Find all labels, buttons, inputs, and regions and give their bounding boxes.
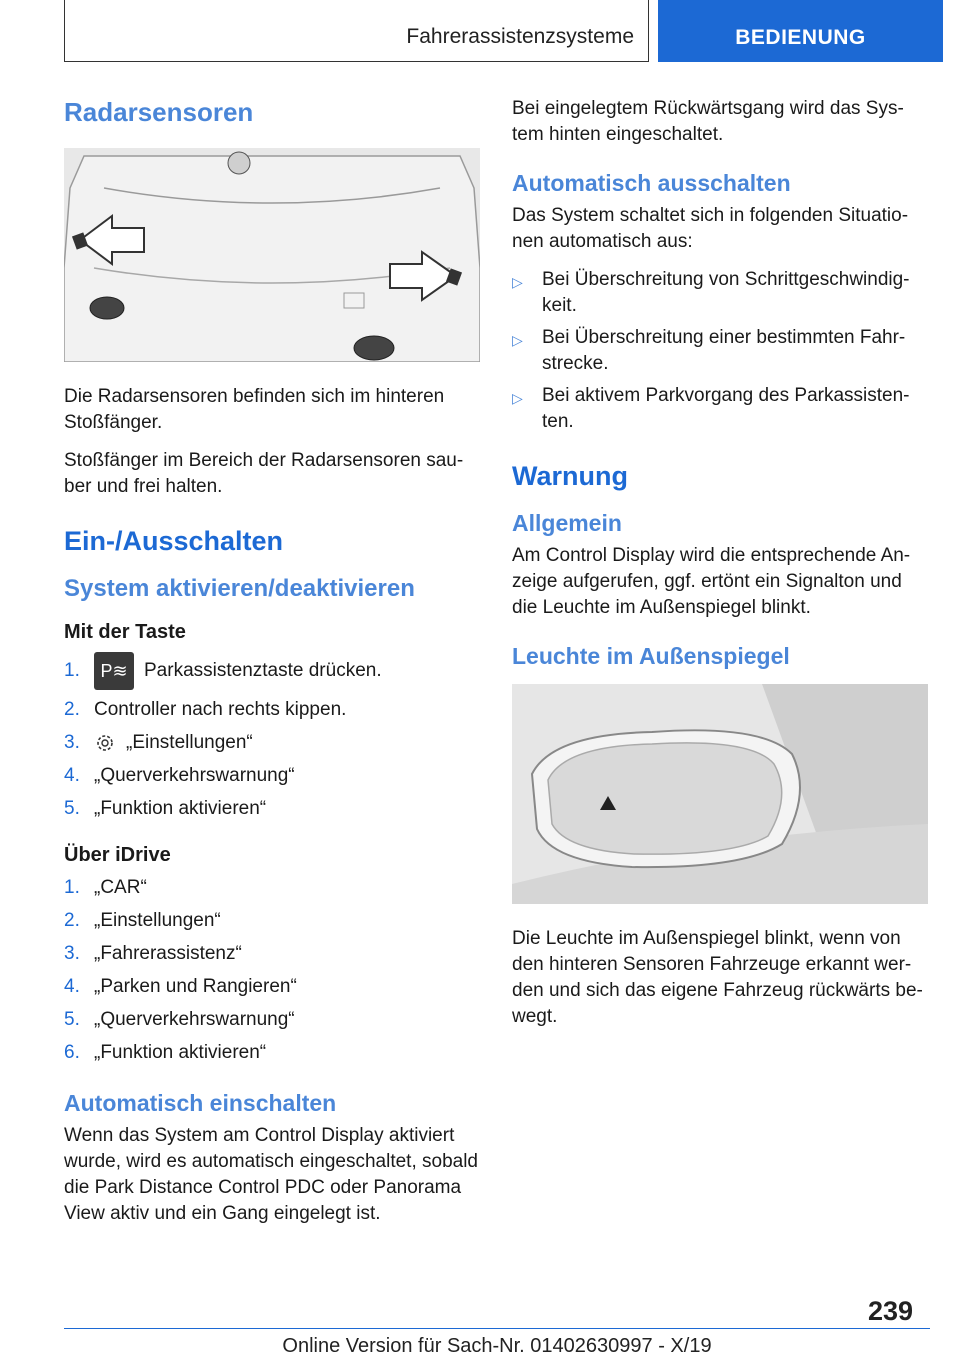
general-paragraph: Am Control Display wird die entsprechende An‐zeige aufgerufen, ggf. ertönt ein Signalton und die Leuchte im Außenspiegel blinkt. — [512, 545, 911, 618]
rear-bumper-illustration — [64, 148, 480, 362]
step-text: „Einstellungen“ — [126, 731, 253, 753]
step-number: 4. — [64, 975, 80, 997]
step-number: 4. — [64, 764, 80, 786]
general-title: Allgemein — [512, 510, 622, 536]
step-number: 1. — [64, 876, 80, 898]
step-number: 5. — [64, 797, 80, 819]
button-step — [64, 763, 482, 789]
auto-on-title: Automatisch einschalten — [64, 1089, 337, 1116]
button-step — [64, 652, 482, 690]
step-text: „Funktion aktivieren“ — [94, 797, 267, 819]
footer-text: Online Version für Sach-Nr. 01402630997 - X/19 — [282, 1335, 712, 1357]
warning-title: Warnung — [512, 461, 628, 491]
button-step — [64, 796, 482, 822]
step-number: 6. — [64, 1041, 80, 1063]
list-item — [512, 267, 930, 319]
step-text: „Einstellungen“ — [94, 909, 221, 931]
list-item-text: Bei aktivem Parkvorgang des Parkassisten‐ten. — [542, 385, 910, 432]
mirror-title: Leuchte im Außenspiegel — [512, 643, 790, 669]
auto-off-paragraph: Das System schaltet sich in folgenden Situatio‐nen automatisch aus: — [512, 205, 909, 252]
reverse-paragraph: Bei eingelegtem Rückwärtsgang wird das Sys‐tem hinten eingeschaltet. — [512, 98, 904, 145]
header-badge-label: BEDIENUNG — [735, 26, 866, 49]
button-step — [64, 730, 482, 756]
step-number: 5. — [64, 1008, 80, 1030]
rear-bumper-figure — [64, 148, 480, 362]
step-number: 2. — [64, 909, 80, 931]
step-text: „Funktion aktivieren“ — [94, 1041, 267, 1063]
footer — [64, 1328, 930, 1369]
step-text: „Querverkehrswarnung“ — [94, 1008, 295, 1030]
triangle-bullet-icon: ▷ — [512, 274, 523, 290]
idrive-step — [64, 875, 482, 901]
left-column — [64, 96, 482, 1239]
idrive-step — [64, 1040, 482, 1066]
radar-title: Radarsensoren — [64, 97, 254, 127]
side-mirror-figure — [512, 684, 928, 904]
step-text: „CAR“ — [94, 876, 147, 898]
step-number: 3. — [64, 731, 80, 753]
list-item-text: Bei Überschreitung von Schrittgeschwindig‐keit. — [542, 269, 910, 316]
idrive-step — [64, 908, 482, 934]
list-item — [512, 325, 930, 377]
mirror-paragraph: Die Leuchte im Außenspiegel blinkt, wenn von den hinteren Sensoren Fahrzeuge erkannt wer‐den und sich das eigene Fahrzeug rückwärts be‐wegt. — [512, 928, 923, 1027]
list-item — [512, 383, 930, 435]
right-column — [512, 96, 930, 1042]
step-number: 3. — [64, 942, 80, 964]
header-section-label: Fahrerassistenzsysteme — [406, 25, 634, 48]
triangle-bullet-icon: ▷ — [512, 332, 523, 348]
gear-icon — [94, 732, 116, 754]
button-method-title: Mit der Taste — [64, 620, 186, 643]
park-assist-key-icon: P≋ — [94, 652, 134, 690]
step-number: 2. — [64, 698, 80, 720]
activate-title: System aktivieren/deaktivieren — [64, 574, 415, 602]
idrive-step — [64, 1007, 482, 1033]
side-mirror-illustration — [512, 684, 928, 904]
button-step — [64, 697, 482, 723]
header-category-badge — [658, 0, 943, 62]
step-number: 1. — [64, 659, 80, 681]
step-text: Parkassistenztaste drücken. — [144, 659, 382, 681]
radar-paragraph-1: Die Radarsensoren befinden sich im hinteren Stoßfänger. — [64, 385, 445, 433]
auto-on-paragraph: Wenn das System am Control Display aktiviert wurde, wird es automatisch eingeschaltet, sobald die Park Distance Control PDC oder Panorama View aktiv und ein Gang eingelegt ist. — [64, 1124, 479, 1224]
auto-off-title: Automatisch ausschalten — [512, 170, 791, 196]
onoff-title: Ein-/Ausschalten — [64, 525, 284, 556]
triangle-bullet-icon: ▷ — [512, 390, 523, 406]
page-number: 239 — [868, 1296, 914, 1326]
list-item-text: Bei Überschreitung einer bestimmten Fahr‐strecke. — [542, 327, 906, 374]
step-text: Controller nach rechts kippen. — [94, 698, 347, 720]
idrive-step — [64, 941, 482, 967]
step-text: „Fahrerassistenz“ — [94, 942, 242, 964]
header-section-tab — [64, 0, 649, 62]
step-text: „Querverkehrswarnung“ — [94, 764, 295, 786]
idrive-step — [64, 974, 482, 1000]
step-text: „Parken und Rangieren“ — [94, 975, 297, 997]
idrive-method-title: Über iDrive — [64, 843, 171, 866]
radar-paragraph-2: Stoßfänger im Bereich der Radarsensoren sau‐ber und frei halten. — [64, 449, 464, 497]
